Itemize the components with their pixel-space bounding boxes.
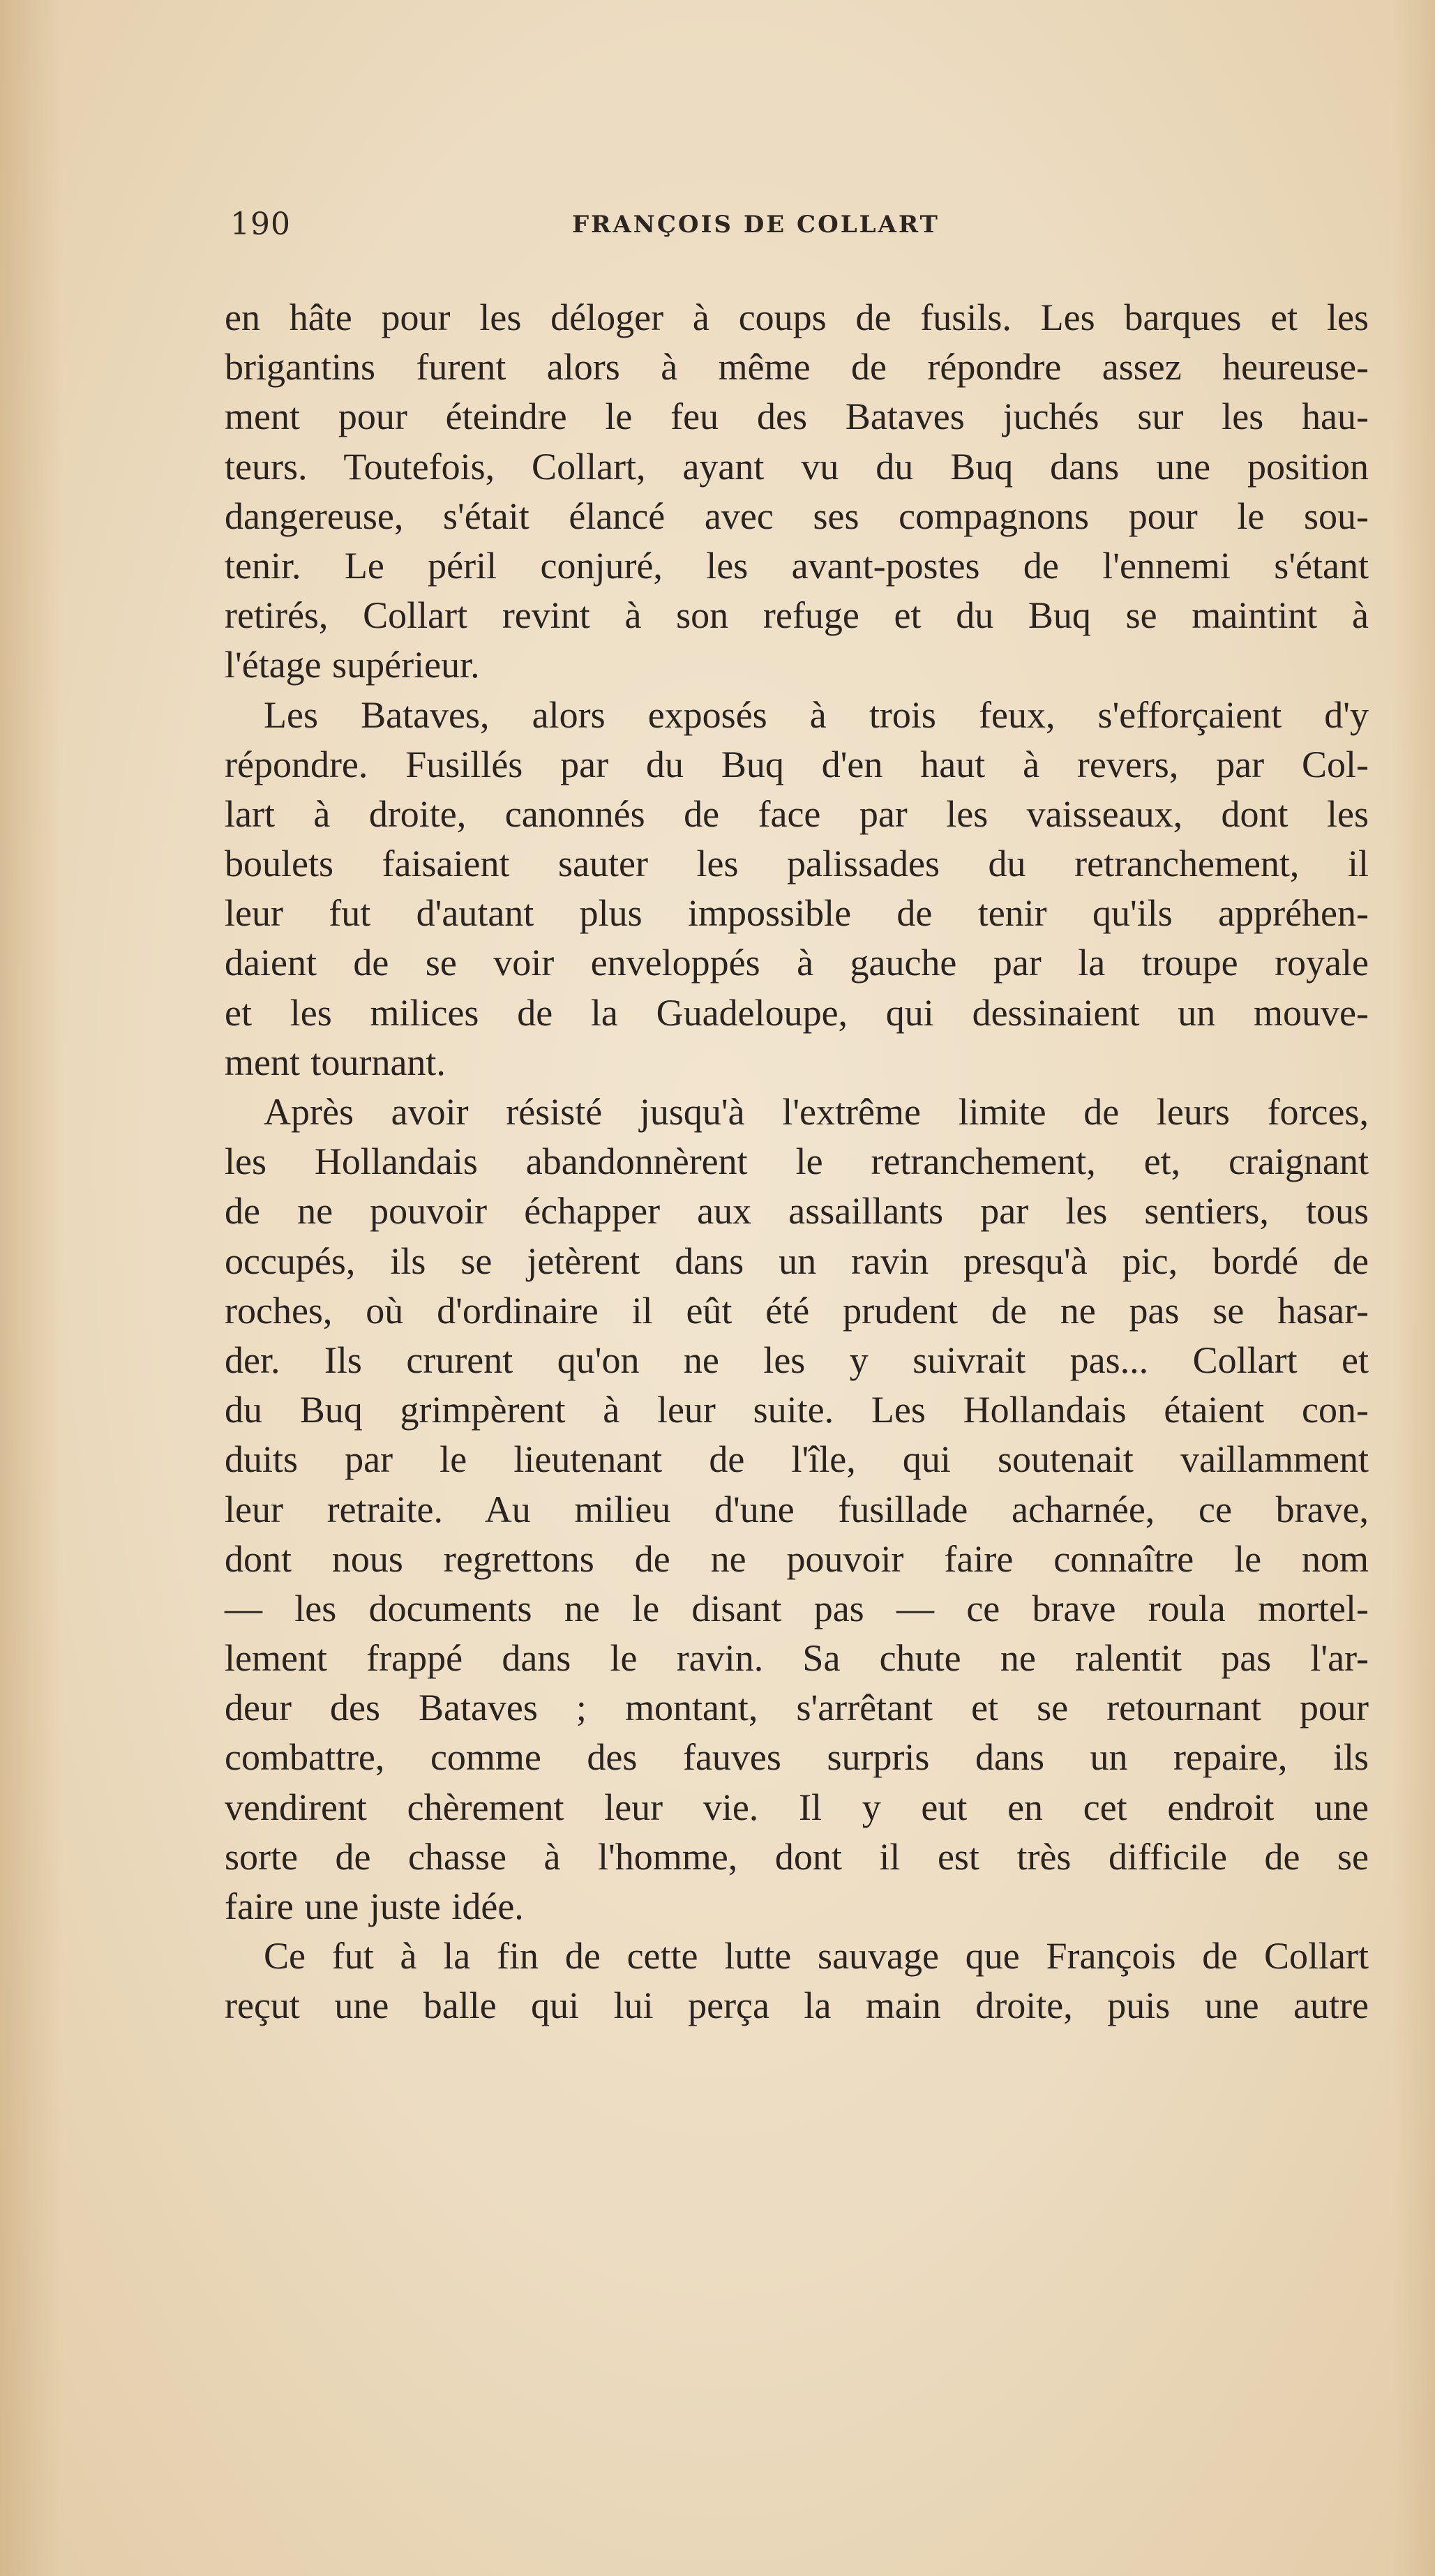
text-line: Les Bataves, alors exposés à trois feux, s'efforçaient d'y xyxy=(264,693,1369,736)
text-line: teurs. Toutefois, Collart, ayant vu du Buq dans une position xyxy=(225,445,1369,488)
text-line: ment tournant. xyxy=(225,1041,446,1083)
running-head: FRANÇOIS DE COLLART xyxy=(572,211,940,239)
text-line: Ce fut à la fin de cette lutte sauvage que François de Collart xyxy=(264,1935,1369,1978)
text-line: tenir. Le péril conjuré, les avant-postes de l'ennemi s'étant xyxy=(225,544,1369,587)
text-line: daient de se voir enveloppés à gauche par la troupe royale xyxy=(225,942,1369,984)
text-line: vendirent chèrement leur vie. Il y eut en cet endroit une xyxy=(225,1786,1369,1828)
text-line: lement frappé dans le ravin. Sa chute ne ralentit pas l'ar- xyxy=(225,1637,1369,1680)
text-line: roches, où d'ordinaire il eût été prudent de ne pas se hasar- xyxy=(225,1289,1369,1332)
text-line: — les documents ne le disant pas — ce brave roula mortel- xyxy=(225,1587,1369,1629)
text-line: du Buq grimpèrent à leur suite. Les Hollandais étaient con- xyxy=(225,1389,1369,1431)
text-line: der. Ils crurent qu'on ne les y suivrait pas... Collart et xyxy=(225,1339,1369,1381)
text-line: faire une juste idée. xyxy=(225,1885,524,1927)
text-line: et les milices de la Guadeloupe, qui dessinaient un mouve- xyxy=(225,991,1369,1034)
text-line: reçut une balle qui lui perça la main droite, puis une autre xyxy=(225,1984,1369,2027)
page-header xyxy=(230,206,1364,248)
text-line: l'étage supérieur. xyxy=(225,644,480,686)
text-line: sorte de chasse à l'homme, dont il est très difficile de se xyxy=(225,1835,1369,1878)
text-line: dont nous regrettons de ne pouvoir faire connaître le nom xyxy=(225,1537,1369,1580)
page-number: 190 xyxy=(230,206,291,242)
text-line: boulets faisaient sauter les palissades du retranchement, il xyxy=(225,843,1369,885)
text-line: retirés, Collart revint à son refuge et du Buq se maintint à xyxy=(225,594,1369,637)
text-line: répondre. Fusillés par du Buq d'en haut à revers, par Col- xyxy=(225,743,1369,785)
text-line: dangereuse, s'était élancé avec ses compagnons pour le sou- xyxy=(225,495,1369,537)
text-line: Après avoir résisté jusqu'à l'extrême limite de leurs forces, xyxy=(264,1091,1369,1133)
text-line: deur des Bataves ; montant, s'arrêtant et se retournant pour xyxy=(225,1687,1369,1729)
text-line: duits par le lieutenant de l'île, qui soutenait vaillamment xyxy=(225,1438,1369,1481)
text-line: lart à droite, canonnés de face par les vaisseaux, dont les xyxy=(225,792,1369,835)
body-text xyxy=(225,293,1369,2031)
text-line: les Hollandais abandonnèrent le retranchement, et, craignant xyxy=(225,1140,1369,1183)
text-line: brigantins furent alors à même de répondre assez heureuse- xyxy=(225,346,1369,389)
text-line: de ne pouvoir échapper aux assaillants par les sentiers, tous xyxy=(225,1190,1369,1233)
text-line: combattre, comme des fauves surpris dans un repaire, ils xyxy=(225,1736,1369,1779)
text-line: occupés, ils se jetèrent dans un ravin presqu'à pic, bordé de xyxy=(225,1240,1369,1282)
text-line: en hâte pour les déloger à coups de fusils. Les barques et les xyxy=(225,296,1369,338)
text-line: leur retraite. Au milieu d'une fusillade acharnée, ce brave, xyxy=(225,1488,1369,1530)
text-line: leur fut d'autant plus impossible de tenir qu'ils appréhen- xyxy=(225,892,1369,935)
text-line: ment pour éteindre le feu des Bataves juchés sur les hau- xyxy=(225,396,1369,438)
